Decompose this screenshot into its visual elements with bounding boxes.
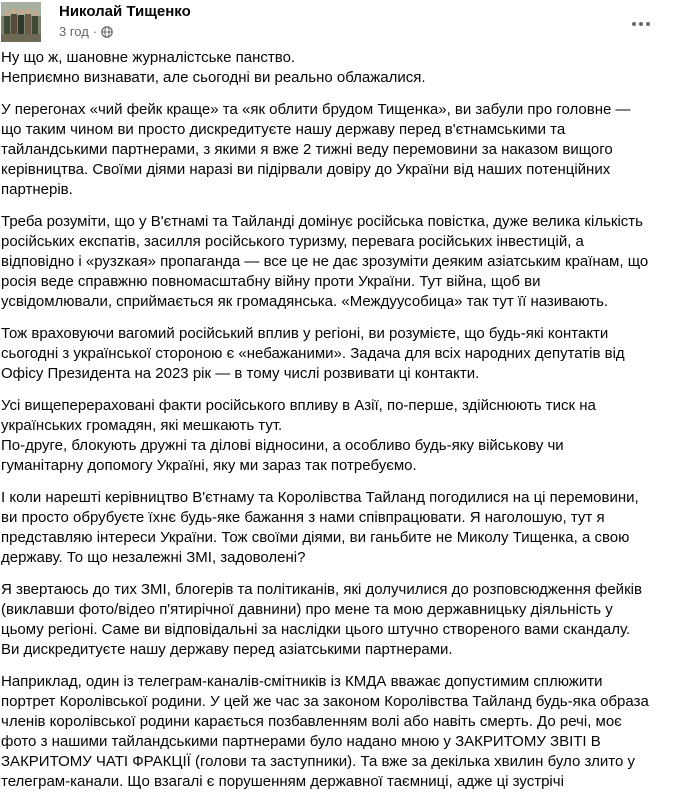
post-text-line: Ну що ж, шановне журналістське панство. (1, 49, 296, 66)
post-text-line: гуманітарну допомогу Україні, яку ми зараз так потребуємо. (1, 457, 417, 474)
post-header (0, 0, 673, 46)
author-avatar[interactable] (1, 2, 41, 42)
post-text-line: ЗАКРИТОМУ ЧАТІ ФРАКЦІЇ (голови та заступники). Та вже за декілька хвилин було злито у (1, 753, 635, 770)
post-text-line: І коли нарешті керівництво В'єтнаму та Королівства Тайланд погодилися на ці перемовини, (1, 489, 639, 506)
post-text-line: фото з нашими тайландськими партнерами було надано мною у ЗАКРИТОМУ ЗВІТІ В (1, 733, 601, 750)
post-text-line: тайландськими партнерами, з якими я вже 2 тижні веду перемовини за наказом вищого (1, 141, 613, 158)
more-options-button[interactable] (623, 6, 659, 42)
post-text-line: російських експатів, засилля російського туризму, перевага російських інвестицій, а (1, 233, 584, 250)
post-text-line: (виклавши фото/відео п'ятирічної давнини) про мене та мою державницьку діяльність у (1, 601, 613, 618)
post-text-line: По-друге, блокують дружні та ділові відносини, а особливо будь-яку військову чи (1, 437, 564, 454)
post-text-line: керівництва. Своїми діями наразі ви підірвали довіру до України від наших потенційних (1, 161, 611, 178)
meta-separator: · (92, 24, 98, 39)
post-text-line: сьогодні з української стороною є «небажаними». Задача для всіх народних депутатів від (1, 345, 625, 362)
more-options-icon (631, 21, 651, 27)
post-text-line: Тож враховуючи вагомий російський вплив у регіоні, ви розумієте, що будь-які контакти (1, 325, 609, 342)
post-text-line: Усі вищеперераховані факти російського впливу в Азії, по-перше, здійснюють тиск на (1, 397, 596, 414)
post-text-line: державу. То що незалежні ЗМІ, задоволені? (1, 549, 306, 566)
post-text-line: У перегонах «чий фейк краще» та «як облити брудом Тищенка», ви забули про головне — (1, 101, 631, 118)
globe-icon (101, 26, 113, 38)
post-text-line: відповідно і «рузzкая» пропаганда — все це не дає зрозуміти деяким азіатським країнам, що (1, 253, 649, 270)
post-paragraph (1, 580, 661, 660)
post-text-line: українських громадян, які мешкають тут. (1, 417, 283, 434)
post-text-line: партнерів. (1, 181, 73, 198)
author-name[interactable]: Николай Тищенко (59, 3, 191, 20)
post-text-line: Наприклад, один із телеграм-каналів-смітників із КМДА вважає допустимим сплюжити (1, 673, 603, 690)
post-text-line: Я звертаюсь до тих ЗМІ, блогерів та політиканів, які долучилися до розповсюдження фейків (1, 581, 642, 598)
post-text-line: що таким чином ви просто дискредитуєте нашу державу перед в'єтнамськими та (1, 121, 566, 138)
post-paragraph (1, 100, 661, 200)
post-text-line: усвідомлювали, сприймається як громадянська. «Междуусобица» так тут її називають. (1, 293, 609, 310)
post-paragraph (1, 324, 661, 384)
post-text-line: представляю інтереси України. Тож своїми діями, ви ганьбите не Миколу Тищенка, а свою (1, 529, 630, 546)
post-text-line: Неприємно визнавати, але сьогодні ви реально облажалися. (1, 69, 426, 86)
post-text-line: цьому регіоні. Саме ви відповідальні за наслідки цього штучно створеного вами скандалу. (1, 621, 631, 638)
post-text-line: телеграм-канали. Що взагалі є порушенням державної таємниці, адже ці зустрічі (1, 773, 564, 790)
post-paragraph (1, 212, 661, 312)
post-paragraph (1, 672, 661, 792)
post-text-line: Ви дискредитуєте нашу державу перед азіатськими партнерами. (1, 641, 453, 658)
post-text-line: портрет Королівської родини. У цей же час за законом Королівства Тайланд будь-яка образа (1, 693, 649, 710)
post-text-line: ви просто обрубуєте їхнє будь-яке бажання з нами співпрацювати. Я наголошую, тут я (1, 509, 605, 526)
post-meta (59, 24, 113, 39)
post-text-line: Офісу Президента на 2023 рік — в тому числі розвивати ці контакти. (1, 365, 480, 382)
avatar-photo-icon (1, 2, 41, 42)
post-text-line: росія веде справжню повномасштабну війну проти України. Тут війна, щоб ви (1, 273, 541, 290)
post-paragraph (1, 396, 661, 476)
post-body (1, 48, 661, 804)
post-paragraph (1, 488, 661, 568)
post-text-line: Треба розуміти, що у В'єтнамі та Тайланді домінує російська повістка, дуже велика кількість (1, 213, 643, 230)
post-time[interactable]: 3 год (59, 24, 89, 39)
post-paragraph (1, 48, 661, 88)
post-text-line: членів королівської родини карається позбавленням волі або навіть смерть. До речі, моє (1, 713, 622, 730)
